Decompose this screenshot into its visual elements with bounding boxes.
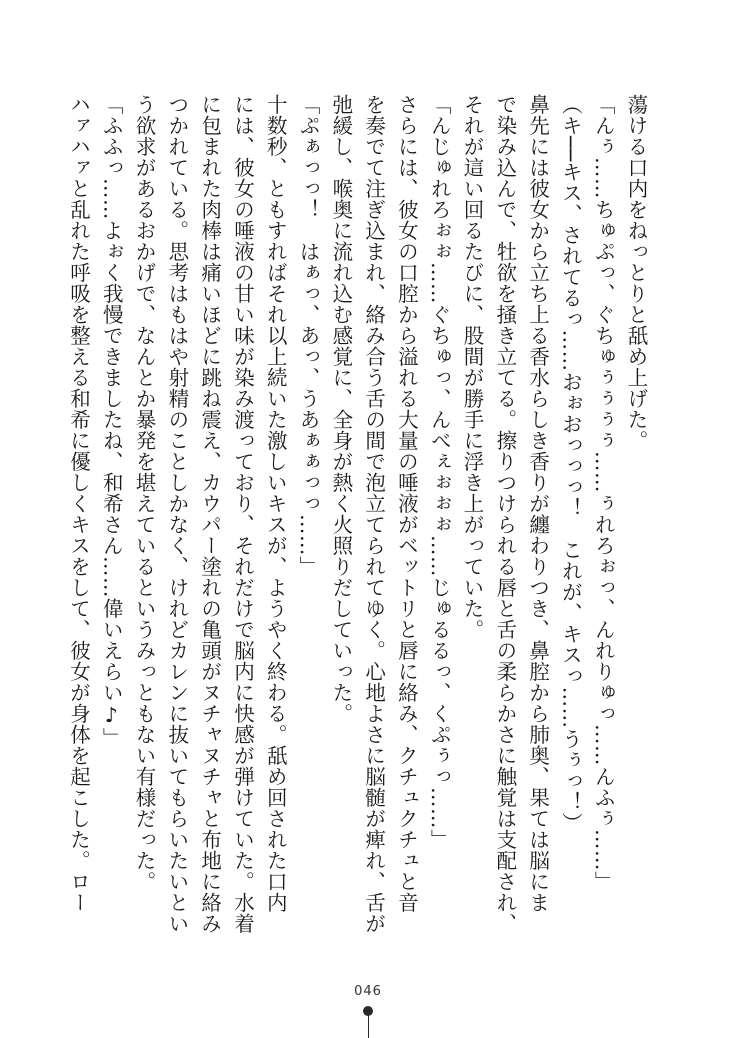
page-number: 046 [354,984,382,999]
text-line: それが這い回るたびに、股間が勝手に浮き上がっていた。 [460,94,485,640]
text-line: ハァハァと乱れた呼吸を整える和希に優しくキスをして、彼女が身体を起こした。ロー [66,94,91,913]
text-line: 「んじゅれろぉぉ……ぐちゅっ、んべぇぉぉぉ……じゅるるっ、くぷぅっ……」 [427,94,452,850]
text-line: 弛緩し、喉奥に流れ込む感覚に、全身が熱く火照りだしていった。 [328,94,353,724]
body-text [66,94,652,934]
folio-line-ornament [368,1014,369,1038]
text-line: （キ──キス、されてるっ……おぉおっっっ！ これが、キスっ……うぅっ！） [558,94,583,834]
text-line: には、彼女の唾液の甘い味が染み渡っており、それだけで脳内に快感が弾けていた。水着 [230,94,255,934]
text-line: に包まれた肉棒は痛いほどに跳ね震え、カウパー塗れの亀頭がヌチャヌチャと布地に絡み [197,94,222,934]
text-line: 蕩ける口内をねっとりと舐め上げた。 [624,94,648,451]
text-line: 「んぅ……ちゅぷっ、ぐちゅぅぅぅぅ……ぅれろぉっ、んれりゅっ……んふぅ……」 [591,94,616,892]
text-line: つかれている。思考はもはや射精のことしかなく、けれどカレンに抜いてもらいたいとい [164,94,189,934]
text-line: で染み込んで、牡欲を掻き立てる。擦りつけられる唇と舌の柔らかさに触覚は支配され、 [492,94,517,934]
text-line: 鼻先には彼女から立ち上る香水らしき香りが纏わりつき、鼻腔から肺奥、果ては脳にま [525,94,550,913]
text-line: さらには、彼女の口腔から溢れる大量の唾液がベットリと唇に絡み、クチュクチュと音 [394,94,419,913]
text-line: 十数秒、ともすればそれ以上続いた激しいキスが、ようやく終わる。舐め回された口内 [263,94,288,913]
text-line: 「ぷぁっっ！ はぁっ、あっ、うあぁぁっっ……」 [296,94,321,577]
text-line: を奏でて注ぎ込まれ、絡み合う舌の間で泡立てられてゆく。心地よさに脳髄が痺れ、舌が [361,94,386,934]
text-line: う欲求があるおかげで、なんとか暴発を堪えているというみっともない有様だった。 [132,94,157,892]
text-line: 「ふふっ……よぉく我慢できましたね、和希さん……偉いえらい♪」 [99,94,124,749]
